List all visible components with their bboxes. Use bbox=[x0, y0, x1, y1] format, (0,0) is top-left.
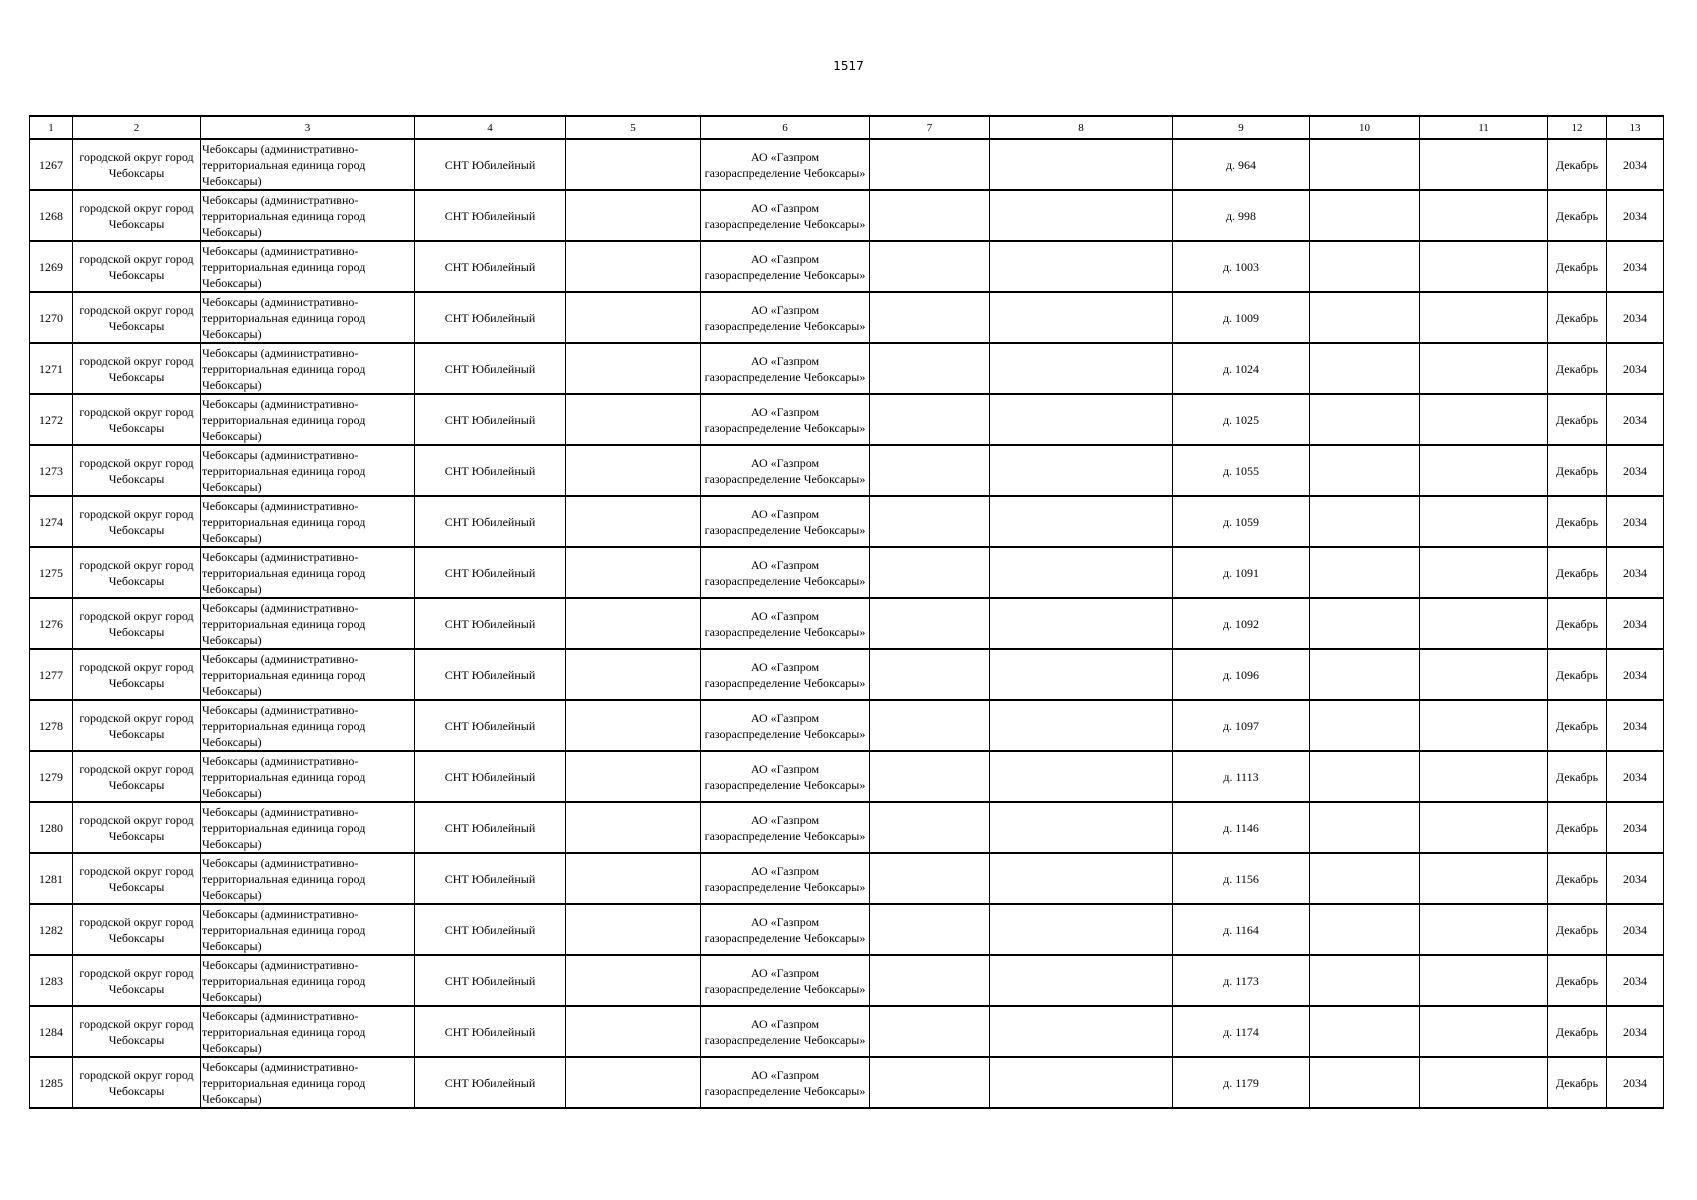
empty-cell bbox=[990, 802, 1173, 853]
locality-cell: Чебоксары (административно-территориальная единица город Чебоксары) bbox=[201, 853, 415, 904]
house-cell: д. 1059 bbox=[1173, 496, 1310, 547]
month-cell: Декабрь bbox=[1548, 343, 1607, 394]
street-cell: СНТ Юбилейный bbox=[415, 139, 566, 190]
house-cell: д. 1055 bbox=[1173, 445, 1310, 496]
empty-cell bbox=[566, 1006, 701, 1057]
district-cell: городской округ город Чебоксары bbox=[73, 598, 201, 649]
table-row bbox=[30, 751, 1664, 802]
column-header: 1 bbox=[30, 116, 73, 139]
row-number: 1270 bbox=[30, 292, 73, 343]
empty-cell bbox=[1420, 292, 1548, 343]
empty-cell bbox=[1420, 547, 1548, 598]
empty-cell bbox=[1420, 1057, 1548, 1108]
row-number: 1274 bbox=[30, 496, 73, 547]
empty-cell bbox=[990, 649, 1173, 700]
district-cell: городской округ город Чебоксары bbox=[73, 1057, 201, 1108]
month-cell: Декабрь bbox=[1548, 751, 1607, 802]
empty-cell bbox=[566, 190, 701, 241]
table-row bbox=[30, 955, 1664, 1006]
district-cell: городской округ город Чебоксары bbox=[73, 496, 201, 547]
column-header: 9 bbox=[1173, 116, 1310, 139]
district-cell: городской округ город Чебоксары bbox=[73, 853, 201, 904]
year-cell: 2034 bbox=[1607, 394, 1664, 445]
empty-cell bbox=[1310, 649, 1420, 700]
empty-cell bbox=[1420, 445, 1548, 496]
district-cell: городской округ город Чебоксары bbox=[73, 547, 201, 598]
locality-cell: Чебоксары (административно-территориальная единица город Чебоксары) bbox=[201, 190, 415, 241]
empty-cell bbox=[870, 139, 990, 190]
organization-cell: АО «Газпром газораспределение Чебоксары» bbox=[701, 1057, 870, 1108]
year-cell: 2034 bbox=[1607, 649, 1664, 700]
row-number: 1279 bbox=[30, 751, 73, 802]
row-number: 1281 bbox=[30, 853, 73, 904]
street-cell: СНТ Юбилейный bbox=[415, 649, 566, 700]
empty-cell bbox=[870, 853, 990, 904]
house-cell: д. 1024 bbox=[1173, 343, 1310, 394]
street-cell: СНТ Юбилейный bbox=[415, 445, 566, 496]
empty-cell bbox=[1420, 190, 1548, 241]
empty-cell bbox=[1420, 955, 1548, 1006]
empty-cell bbox=[1310, 598, 1420, 649]
empty-cell bbox=[1420, 853, 1548, 904]
month-cell: Декабрь bbox=[1548, 904, 1607, 955]
data-table bbox=[29, 115, 1664, 1109]
locality-cell: Чебоксары (административно-территориальная единица город Чебоксары) bbox=[201, 955, 415, 1006]
street-cell: СНТ Юбилейный bbox=[415, 802, 566, 853]
month-cell: Декабрь bbox=[1548, 292, 1607, 343]
empty-cell bbox=[1310, 904, 1420, 955]
row-number: 1285 bbox=[30, 1057, 73, 1108]
empty-cell bbox=[1310, 343, 1420, 394]
year-cell: 2034 bbox=[1607, 190, 1664, 241]
month-cell: Декабрь bbox=[1548, 955, 1607, 1006]
year-cell: 2034 bbox=[1607, 1006, 1664, 1057]
table-row bbox=[30, 292, 1664, 343]
table-row bbox=[30, 598, 1664, 649]
month-cell: Декабрь bbox=[1548, 802, 1607, 853]
column-header: 11 bbox=[1420, 116, 1548, 139]
empty-cell bbox=[990, 445, 1173, 496]
table-row bbox=[30, 1057, 1664, 1108]
district-cell: городской округ город Чебоксары bbox=[73, 445, 201, 496]
street-cell: СНТ Юбилейный bbox=[415, 343, 566, 394]
month-cell: Декабрь bbox=[1548, 1057, 1607, 1108]
organization-cell: АО «Газпром газораспределение Чебоксары» bbox=[701, 139, 870, 190]
year-cell: 2034 bbox=[1607, 955, 1664, 1006]
house-cell: д. 1113 bbox=[1173, 751, 1310, 802]
empty-cell bbox=[990, 1057, 1173, 1108]
locality-cell: Чебоксары (административно-территориальная единица город Чебоксары) bbox=[201, 343, 415, 394]
empty-cell bbox=[870, 1006, 990, 1057]
empty-cell bbox=[566, 394, 701, 445]
empty-cell bbox=[1310, 547, 1420, 598]
empty-cell bbox=[566, 292, 701, 343]
year-cell: 2034 bbox=[1607, 700, 1664, 751]
month-cell: Декабрь bbox=[1548, 496, 1607, 547]
locality-cell: Чебоксары (административно-территориальная единица город Чебоксары) bbox=[201, 445, 415, 496]
empty-cell bbox=[870, 904, 990, 955]
empty-cell bbox=[566, 649, 701, 700]
empty-cell bbox=[1420, 241, 1548, 292]
empty-cell bbox=[990, 190, 1173, 241]
year-cell: 2034 bbox=[1607, 547, 1664, 598]
year-cell: 2034 bbox=[1607, 241, 1664, 292]
empty-cell bbox=[870, 496, 990, 547]
organization-cell: АО «Газпром газораспределение Чебоксары» bbox=[701, 496, 870, 547]
month-cell: Декабрь bbox=[1548, 547, 1607, 598]
empty-cell bbox=[1310, 241, 1420, 292]
empty-cell bbox=[990, 394, 1173, 445]
empty-cell bbox=[1420, 139, 1548, 190]
table-row bbox=[30, 700, 1664, 751]
empty-cell bbox=[1310, 496, 1420, 547]
empty-cell bbox=[990, 904, 1173, 955]
district-cell: городской округ город Чебоксары bbox=[73, 1006, 201, 1057]
street-cell: СНТ Юбилейный bbox=[415, 292, 566, 343]
house-cell: д. 1009 bbox=[1173, 292, 1310, 343]
table-row bbox=[30, 445, 1664, 496]
house-cell: д. 1025 bbox=[1173, 394, 1310, 445]
locality-cell: Чебоксары (административно-территориальная единица город Чебоксары) bbox=[201, 802, 415, 853]
month-cell: Декабрь bbox=[1548, 139, 1607, 190]
street-cell: СНТ Юбилейный bbox=[415, 700, 566, 751]
year-cell: 2034 bbox=[1607, 496, 1664, 547]
empty-cell bbox=[870, 955, 990, 1006]
month-cell: Декабрь bbox=[1548, 853, 1607, 904]
locality-cell: Чебоксары (административно-территориальная единица город Чебоксары) bbox=[201, 751, 415, 802]
organization-cell: АО «Газпром газораспределение Чебоксары» bbox=[701, 802, 870, 853]
month-cell: Декабрь bbox=[1548, 700, 1607, 751]
house-cell: д. 1096 bbox=[1173, 649, 1310, 700]
street-cell: СНТ Юбилейный bbox=[415, 904, 566, 955]
empty-cell bbox=[1310, 139, 1420, 190]
column-header: 10 bbox=[1310, 116, 1420, 139]
house-cell: д. 1179 bbox=[1173, 1057, 1310, 1108]
empty-cell bbox=[990, 496, 1173, 547]
empty-cell bbox=[1420, 904, 1548, 955]
locality-cell: Чебоксары (административно-территориальная единица город Чебоксары) bbox=[201, 496, 415, 547]
street-cell: СНТ Юбилейный bbox=[415, 598, 566, 649]
district-cell: городской округ город Чебоксары bbox=[73, 649, 201, 700]
year-cell: 2034 bbox=[1607, 802, 1664, 853]
empty-cell bbox=[1420, 802, 1548, 853]
empty-cell bbox=[990, 853, 1173, 904]
year-cell: 2034 bbox=[1607, 853, 1664, 904]
organization-cell: АО «Газпром газораспределение Чебоксары» bbox=[701, 394, 870, 445]
house-cell: д. 1164 bbox=[1173, 904, 1310, 955]
row-number: 1271 bbox=[30, 343, 73, 394]
organization-cell: АО «Газпром газораспределение Чебоксары» bbox=[701, 700, 870, 751]
column-header: 5 bbox=[566, 116, 701, 139]
locality-cell: Чебоксары (административно-территориальная единица город Чебоксары) bbox=[201, 904, 415, 955]
district-cell: городской округ город Чебоксары bbox=[73, 700, 201, 751]
empty-cell bbox=[1420, 751, 1548, 802]
empty-cell bbox=[566, 853, 701, 904]
empty-cell bbox=[870, 751, 990, 802]
month-cell: Декабрь bbox=[1548, 394, 1607, 445]
column-header: 2 bbox=[73, 116, 201, 139]
empty-cell bbox=[990, 1006, 1173, 1057]
empty-cell bbox=[870, 445, 990, 496]
locality-cell: Чебоксары (административно-территориальная единица город Чебоксары) bbox=[201, 1057, 415, 1108]
house-cell: д. 1173 bbox=[1173, 955, 1310, 1006]
column-header: 7 bbox=[870, 116, 990, 139]
row-number: 1272 bbox=[30, 394, 73, 445]
empty-cell bbox=[1420, 1006, 1548, 1057]
organization-cell: АО «Газпром газораспределение Чебоксары» bbox=[701, 598, 870, 649]
row-number: 1269 bbox=[30, 241, 73, 292]
organization-cell: АО «Газпром газораспределение Чебоксары» bbox=[701, 190, 870, 241]
street-cell: СНТ Юбилейный bbox=[415, 241, 566, 292]
empty-cell bbox=[1310, 445, 1420, 496]
table-row bbox=[30, 853, 1664, 904]
month-cell: Декабрь bbox=[1548, 1006, 1607, 1057]
street-cell: СНТ Юбилейный bbox=[415, 394, 566, 445]
street-cell: СНТ Юбилейный bbox=[415, 1057, 566, 1108]
empty-cell bbox=[1420, 343, 1548, 394]
organization-cell: АО «Газпром газораспределение Чебоксары» bbox=[701, 241, 870, 292]
empty-cell bbox=[1420, 394, 1548, 445]
year-cell: 2034 bbox=[1607, 445, 1664, 496]
table-row bbox=[30, 343, 1664, 394]
table-row bbox=[30, 649, 1664, 700]
row-number: 1267 bbox=[30, 139, 73, 190]
empty-cell bbox=[566, 1057, 701, 1108]
locality-cell: Чебоксары (административно-территориальная единица город Чебоксары) bbox=[201, 139, 415, 190]
empty-cell bbox=[566, 598, 701, 649]
empty-cell bbox=[870, 1057, 990, 1108]
row-number: 1277 bbox=[30, 649, 73, 700]
empty-cell bbox=[1310, 1006, 1420, 1057]
empty-cell bbox=[870, 241, 990, 292]
column-header: 12 bbox=[1548, 116, 1607, 139]
empty-cell bbox=[1310, 802, 1420, 853]
organization-cell: АО «Газпром газораспределение Чебоксары» bbox=[701, 904, 870, 955]
month-cell: Декабрь bbox=[1548, 598, 1607, 649]
table-row bbox=[30, 190, 1664, 241]
month-cell: Декабрь bbox=[1548, 190, 1607, 241]
street-cell: СНТ Юбилейный bbox=[415, 751, 566, 802]
empty-cell bbox=[566, 241, 701, 292]
house-cell: д. 1146 bbox=[1173, 802, 1310, 853]
empty-cell bbox=[990, 547, 1173, 598]
table-row bbox=[30, 496, 1664, 547]
organization-cell: АО «Газпром газораспределение Чебоксары» bbox=[701, 292, 870, 343]
house-cell: д. 964 bbox=[1173, 139, 1310, 190]
locality-cell: Чебоксары (административно-территориальная единица город Чебоксары) bbox=[201, 649, 415, 700]
month-cell: Декабрь bbox=[1548, 445, 1607, 496]
district-cell: городской округ город Чебоксары bbox=[73, 241, 201, 292]
empty-cell bbox=[566, 751, 701, 802]
street-cell: СНТ Юбилейный bbox=[415, 547, 566, 598]
header-row bbox=[30, 116, 1664, 139]
empty-cell bbox=[1420, 496, 1548, 547]
year-cell: 2034 bbox=[1607, 343, 1664, 394]
empty-cell bbox=[870, 292, 990, 343]
house-cell: д. 1092 bbox=[1173, 598, 1310, 649]
district-cell: городской округ город Чебоксары bbox=[73, 190, 201, 241]
year-cell: 2034 bbox=[1607, 139, 1664, 190]
empty-cell bbox=[1310, 751, 1420, 802]
organization-cell: АО «Газпром газораспределение Чебоксары» bbox=[701, 547, 870, 598]
empty-cell bbox=[870, 649, 990, 700]
district-cell: городской округ город Чебоксары bbox=[73, 394, 201, 445]
year-cell: 2034 bbox=[1607, 751, 1664, 802]
organization-cell: АО «Газпром газораспределение Чебоксары» bbox=[701, 343, 870, 394]
empty-cell bbox=[1310, 292, 1420, 343]
empty-cell bbox=[1310, 190, 1420, 241]
organization-cell: АО «Газпром газораспределение Чебоксары» bbox=[701, 649, 870, 700]
row-number: 1280 bbox=[30, 802, 73, 853]
empty-cell bbox=[990, 343, 1173, 394]
empty-cell bbox=[1420, 649, 1548, 700]
empty-cell bbox=[870, 394, 990, 445]
empty-cell bbox=[990, 955, 1173, 1006]
empty-cell bbox=[1310, 955, 1420, 1006]
empty-cell bbox=[566, 343, 701, 394]
row-number: 1268 bbox=[30, 190, 73, 241]
empty-cell bbox=[566, 700, 701, 751]
organization-cell: АО «Газпром газораспределение Чебоксары» bbox=[701, 955, 870, 1006]
locality-cell: Чебоксары (административно-территориальная единица город Чебоксары) bbox=[201, 598, 415, 649]
empty-cell bbox=[566, 547, 701, 598]
table-row bbox=[30, 241, 1664, 292]
row-number: 1275 bbox=[30, 547, 73, 598]
empty-cell bbox=[566, 445, 701, 496]
district-cell: городской округ город Чебоксары bbox=[73, 802, 201, 853]
street-cell: СНТ Юбилейный bbox=[415, 190, 566, 241]
month-cell: Декабрь bbox=[1548, 649, 1607, 700]
organization-cell: АО «Газпром газораспределение Чебоксары» bbox=[701, 445, 870, 496]
locality-cell: Чебоксары (административно-территориальная единица город Чебоксары) bbox=[201, 700, 415, 751]
row-number: 1282 bbox=[30, 904, 73, 955]
district-cell: городской округ город Чебоксары bbox=[73, 343, 201, 394]
organization-cell: АО «Газпром газораспределение Чебоксары» bbox=[701, 1006, 870, 1057]
row-number: 1284 bbox=[30, 1006, 73, 1057]
locality-cell: Чебоксары (административно-территориальная единица город Чебоксары) bbox=[201, 394, 415, 445]
organization-cell: АО «Газпром газораспределение Чебоксары» bbox=[701, 751, 870, 802]
year-cell: 2034 bbox=[1607, 598, 1664, 649]
empty-cell bbox=[1420, 700, 1548, 751]
street-cell: СНТ Юбилейный bbox=[415, 1006, 566, 1057]
column-header: 3 bbox=[201, 116, 415, 139]
column-header: 6 bbox=[701, 116, 870, 139]
table-body bbox=[30, 139, 1664, 1108]
empty-cell bbox=[990, 700, 1173, 751]
empty-cell bbox=[990, 292, 1173, 343]
table-row bbox=[30, 802, 1664, 853]
empty-cell bbox=[990, 139, 1173, 190]
organization-cell: АО «Газпром газораспределение Чебоксары» bbox=[701, 853, 870, 904]
street-cell: СНТ Юбилейный bbox=[415, 853, 566, 904]
table-row bbox=[30, 904, 1664, 955]
row-number: 1276 bbox=[30, 598, 73, 649]
year-cell: 2034 bbox=[1607, 292, 1664, 343]
locality-cell: Чебоксары (административно-территориальная единица город Чебоксары) bbox=[201, 1006, 415, 1057]
month-cell: Декабрь bbox=[1548, 241, 1607, 292]
row-number: 1273 bbox=[30, 445, 73, 496]
year-cell: 2034 bbox=[1607, 1057, 1664, 1108]
district-cell: городской округ город Чебоксары bbox=[73, 751, 201, 802]
district-cell: городской округ город Чебоксары bbox=[73, 955, 201, 1006]
year-cell: 2034 bbox=[1607, 904, 1664, 955]
street-cell: СНТ Юбилейный bbox=[415, 496, 566, 547]
empty-cell bbox=[870, 802, 990, 853]
row-number: 1283 bbox=[30, 955, 73, 1006]
district-cell: городской округ город Чебоксары bbox=[73, 904, 201, 955]
table-row bbox=[30, 1006, 1664, 1057]
house-cell: д. 1097 bbox=[1173, 700, 1310, 751]
house-cell: д. 1156 bbox=[1173, 853, 1310, 904]
empty-cell bbox=[870, 190, 990, 241]
district-cell: городской округ город Чебоксары bbox=[73, 292, 201, 343]
column-header: 13 bbox=[1607, 116, 1664, 139]
row-number: 1278 bbox=[30, 700, 73, 751]
page-number: 1517 bbox=[833, 59, 864, 73]
locality-cell: Чебоксары (административно-территориальная единица город Чебоксары) bbox=[201, 292, 415, 343]
empty-cell bbox=[1310, 700, 1420, 751]
empty-cell bbox=[566, 904, 701, 955]
empty-cell bbox=[566, 802, 701, 853]
district-cell: городской округ город Чебоксары bbox=[73, 139, 201, 190]
empty-cell bbox=[566, 955, 701, 1006]
locality-cell: Чебоксары (административно-территориальная единица город Чебоксары) bbox=[201, 547, 415, 598]
empty-cell bbox=[566, 496, 701, 547]
house-cell: д. 998 bbox=[1173, 190, 1310, 241]
empty-cell bbox=[566, 139, 701, 190]
column-header: 4 bbox=[415, 116, 566, 139]
house-cell: д. 1003 bbox=[1173, 241, 1310, 292]
empty-cell bbox=[870, 547, 990, 598]
empty-cell bbox=[990, 598, 1173, 649]
empty-cell bbox=[990, 241, 1173, 292]
empty-cell bbox=[870, 598, 990, 649]
table-row bbox=[30, 394, 1664, 445]
empty-cell bbox=[1310, 394, 1420, 445]
street-cell: СНТ Юбилейный bbox=[415, 955, 566, 1006]
empty-cell bbox=[1310, 853, 1420, 904]
house-cell: д. 1091 bbox=[1173, 547, 1310, 598]
locality-cell: Чебоксары (административно-территориальная единица город Чебоксары) bbox=[201, 241, 415, 292]
empty-cell bbox=[1420, 598, 1548, 649]
empty-cell bbox=[990, 751, 1173, 802]
house-cell: д. 1174 bbox=[1173, 1006, 1310, 1057]
column-header: 8 bbox=[990, 116, 1173, 139]
table-row bbox=[30, 547, 1664, 598]
empty-cell bbox=[1310, 1057, 1420, 1108]
empty-cell bbox=[870, 343, 990, 394]
empty-cell bbox=[870, 700, 990, 751]
table-row bbox=[30, 139, 1664, 190]
